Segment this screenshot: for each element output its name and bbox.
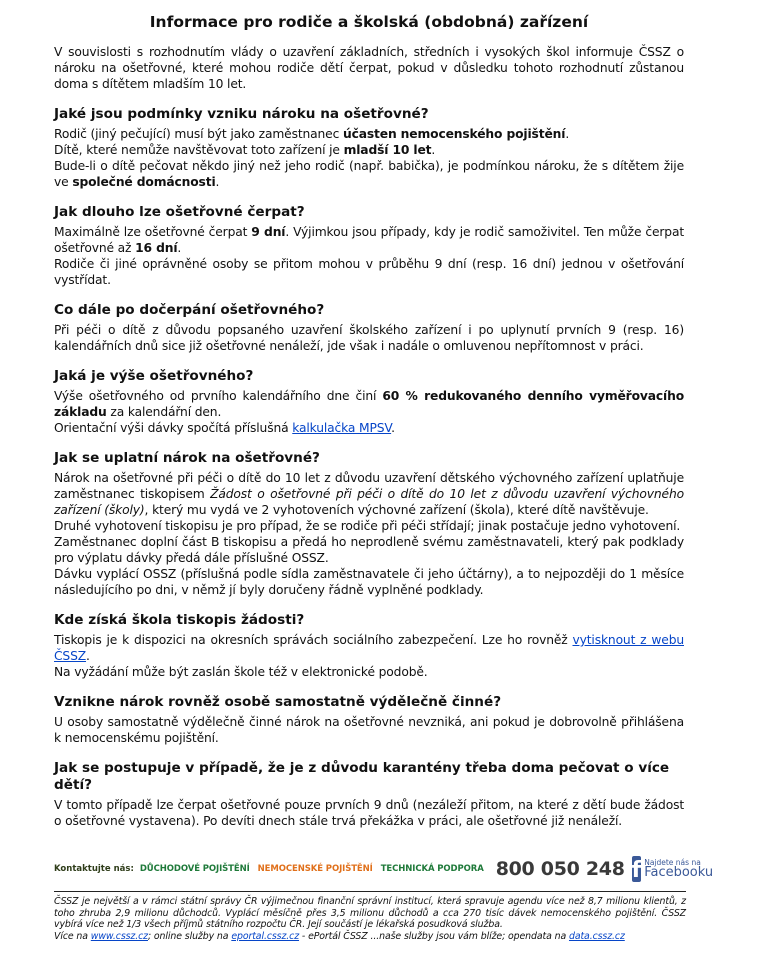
- cssz-web-link[interactable]: vytisknout z webu ČSSZ: [54, 633, 684, 663]
- text: .: [215, 175, 220, 189]
- text: .: [177, 241, 182, 255]
- facebook-link[interactable]: [644, 859, 713, 880]
- facebook-caption: Najdete nás na: [644, 857, 701, 867]
- document-body: [54, 0, 684, 829]
- footer: [54, 896, 686, 942]
- bold-text: 16 dní: [135, 241, 178, 255]
- sickness-insurance-link[interactable]: NEMOCENSKÉ POJIŠTĚNÍ: [257, 864, 373, 874]
- paragraph: [54, 158, 684, 190]
- footer-text: ČSSZ je největší a v rámci státní správy ČR výjimečnou finanční správní institucí, která spravuje agendu více než 8,7 milionu klientů, z toho zhruba 2,9 milionu důchodců. Vyplácí měsíčně přes 3,5 milionu důchodů a cca 270 tisíc dávek nemocenského pojištění. ČSSZ vybírá více než 1/3 všech příjmů státního rozpočtu ČR. Její součástí je lékařská posudková služba.: [54, 896, 686, 931]
- text: Dítě, které nemůže navštěvovat toto zařízení je: [54, 143, 344, 157]
- text: - ePortál ČSSZ ...naše služby jsou vám blíže; opendata na: [299, 930, 569, 942]
- section-conditions: [54, 106, 684, 190]
- eportal-link[interactable]: eportal.cssz.cz: [231, 930, 300, 942]
- facebook-icon[interactable]: f: [631, 858, 642, 883]
- paragraph: Zaměstnanec doplní část B tiskopisu a předá ho neprodleně svému zaměstnavateli, který pak podklady pro výplatu dávky předá dále příslušné OSSZ.: [54, 535, 684, 565]
- paragraph: Dávku vyplácí OSSZ (příslušná podle sídla zaměstnavatele či jeho účtárny), a to nejpozději do 1 měsíce následujícího po dni, v němž jí byly doručeny řádně vyplněné podklady.: [54, 567, 684, 597]
- contact-bar: [54, 851, 714, 887]
- section-heading: Jaká je výše ošetřovného?: [54, 368, 254, 384]
- text: Bude-li o dítě pečovat někdo jiný než jeho rodič (např. babička), je podmínkou nároku, že s dítětem žije ve: [54, 159, 684, 189]
- paragraph: V tomto případě lze čerpat ošetřovné pouze prvních 9 dnů (nezáleží přitom, na které z dětí bude žádost o ošetřovné vystavena). Po devíti dnech stále trvá překážka v práci, ale ošetřovné již nenáleží.: [54, 798, 684, 828]
- section-duration: [54, 204, 684, 288]
- paragraph: [54, 470, 684, 518]
- text: . Výjimkou jsou případy, kdy je rodič samoživitel. Ten může čerpat ošetřovné až: [54, 225, 685, 255]
- text: Tiskopis je k dispozici na okresních správách sociálního zabezpečení. Lze ho rovněž: [54, 633, 573, 647]
- text: .: [86, 649, 90, 663]
- facebook-label: Facebooku: [644, 865, 714, 881]
- footer-divider: [54, 891, 686, 892]
- paragraph: Druhé vyhotovení tiskopisu je pro případ, že se rodiče při péči střídají; jinak postačuje jedno vyhotovení.: [54, 519, 681, 533]
- section-heading: Jaké jsou podmínky vzniku nároku na ošetřovné?: [54, 106, 429, 122]
- italic-text: Žádost o ošetřovné při péči o dítě do 10 let z důvodu uzavření výchovného zařízení (školy): [54, 487, 684, 517]
- section-form: [54, 612, 684, 680]
- paragraph: [54, 126, 684, 142]
- section-heading: Co dále po dočerpání ošetřovného?: [54, 302, 325, 318]
- text: Maximálně lze ošetřovné čerpat: [54, 225, 252, 239]
- text: za kalendářní den.: [106, 405, 222, 419]
- bold-text: účasten nemocenského pojištění: [342, 127, 566, 141]
- text: Orientační výši dávky spočítá příslušná: [54, 421, 293, 435]
- paragraph: Při péči o dítě z důvodu popsaného uzavření školského zařízení i po uplynutí prvních 9 (resp. 16) kalendářních dnů sice již ošetřovné nenáleží, jde však i nadále o omluvenou nepřítomnost v práci.: [54, 323, 684, 353]
- bold-text: 9 dní: [251, 225, 286, 239]
- section-heading: Vznikne nárok rovněž osobě samostatně výdělečně činné?: [54, 694, 502, 710]
- phone-number: 800 050 248: [495, 858, 625, 880]
- section-osvc: [54, 694, 684, 746]
- bold-text: 60 % redukovaného denního vyměřovacího základu: [54, 389, 685, 419]
- section-quarantine: [54, 760, 684, 829]
- text: , který mu vydá ve 2 vyhotoveních výchovné zařízení (škola), které dítě navštěvuje.: [144, 503, 649, 517]
- paragraph: [54, 632, 684, 664]
- section-heading: Jak se uplatní nárok na ošetřovné?: [54, 450, 320, 466]
- mpsv-calculator-link[interactable]: kalkulačka MPSV: [292, 421, 392, 435]
- bold-text: společné domácnosti: [72, 175, 216, 189]
- paragraph: [54, 142, 684, 158]
- text: .: [391, 421, 395, 435]
- section-heading: Jak se postupuje v případě, že je z důvodu karantény třeba doma pečovat o více dětí?: [54, 760, 670, 793]
- text: .: [431, 143, 436, 157]
- section-after: [54, 302, 684, 354]
- section-claim: [54, 450, 684, 598]
- page-title: Informace pro rodiče a školská (obdobná) zařízení: [149, 13, 589, 31]
- opendata-link[interactable]: data.cssz.cz: [568, 930, 625, 942]
- text: Výše ošetřovného od prvního kalendářního dne činí: [54, 389, 383, 403]
- paragraph: [54, 388, 684, 420]
- cssz-link[interactable]: www.cssz.cz: [90, 930, 148, 942]
- footer-links: [54, 931, 686, 943]
- text: Více na: [54, 930, 91, 942]
- technical-support-link[interactable]: TECHNICKÁ PODPORA: [380, 864, 484, 874]
- bold-text: mladší 10 let: [343, 143, 432, 157]
- pension-insurance-link[interactable]: DŮCHODOVÉ POJIŠTĚNÍ: [139, 864, 250, 874]
- section-heading: Jak dlouho lze ošetřovné čerpat?: [54, 204, 305, 220]
- paragraph: Rodiče či jiné oprávněné osoby se přitom mohou v průběhu 9 dní (resp. 16 dní) jednou v ošetřování vystřídat.: [54, 257, 684, 287]
- paragraph: U osoby samostatně výdělečně činné nárok na ošetřovné nevzniká, ani pokud je dobrovolně přihlášena k nemocenskému pojištění.: [54, 715, 684, 745]
- paragraph: [54, 420, 684, 436]
- intro-paragraph: V souvislosti s rozhodnutím vlády o uzavření základních, středních i vysokých škol informuje ČSSZ o nároku na ošetřovné, které mohou rodiče dětí čerpat, pokud v důsledku tohoto rozhodnutí zůstanou doma s dítětem mladším 10 let.: [54, 45, 684, 91]
- paragraph: Na vyžádání může být zaslán škole též v elektronické podobě.: [54, 665, 428, 679]
- section-amount: [54, 368, 684, 436]
- text: .: [565, 127, 570, 141]
- text: Rodič (jiný pečující) musí být jako zaměstnanec: [54, 127, 343, 141]
- text: Nárok na ošetřovné při péči o dítě do 10 let z důvodu uzavření dětského výchovného zařízení uplatňuje zaměstnanec tiskopisem: [54, 471, 684, 501]
- contact-label: Kontaktujte nás:: [54, 864, 134, 874]
- section-heading: Kde získá škola tiskopis žádosti?: [54, 612, 305, 628]
- text: ; online služby na: [147, 930, 232, 942]
- paragraph: [54, 224, 684, 256]
